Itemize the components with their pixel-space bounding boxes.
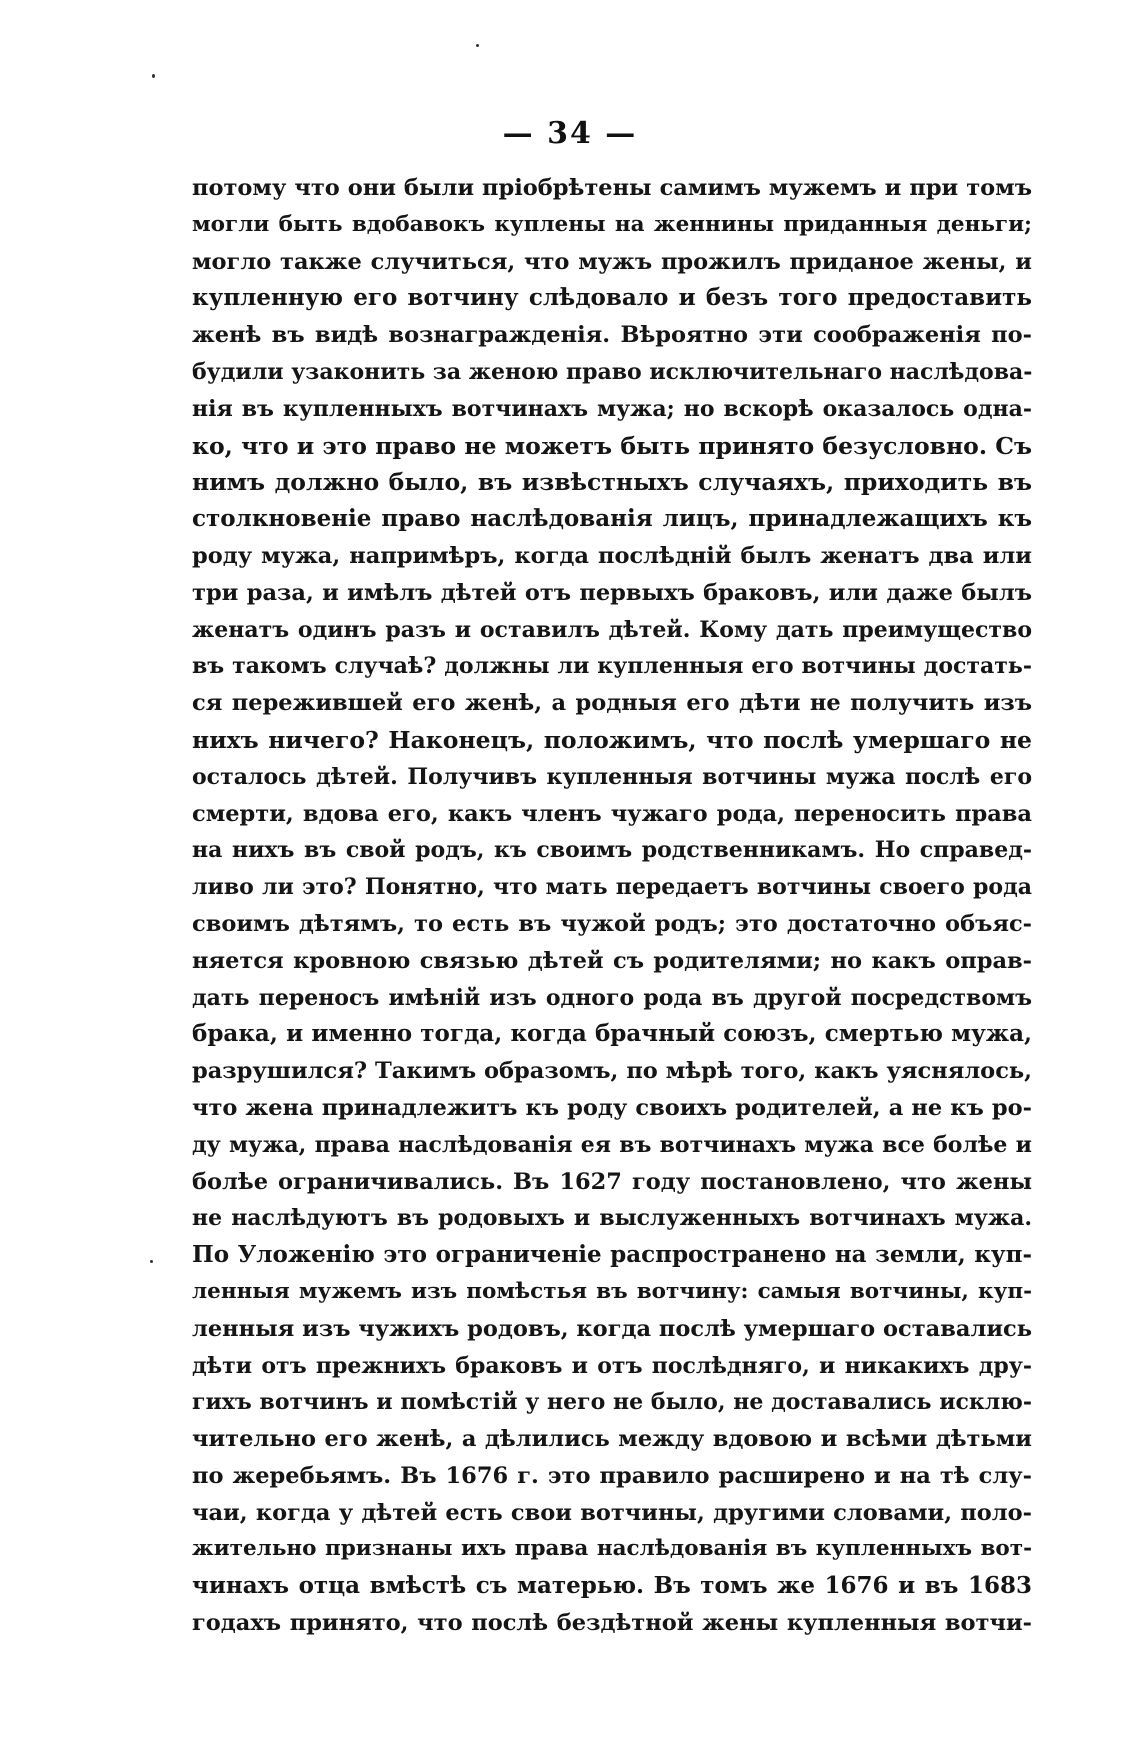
body-text bbox=[192, 170, 1032, 1642]
text-line: не наслѣдуютъ въ родовыхъ и выслуженныхъ вотчинахъ мужа. bbox=[192, 1205, 1032, 1232]
text-line: три раза, и имѣлъ дѣтей отъ первыхъ браковъ, или даже былъ bbox=[192, 579, 1032, 606]
text-line: ленныя мужемъ изъ помѣстья въ вотчину: самыя вотчины, куп- bbox=[192, 1278, 1032, 1304]
ink-speck bbox=[476, 44, 479, 47]
text-line: чаи, когда у дѣтей есть свои вотчины, другими словами, поло- bbox=[192, 1499, 1032, 1526]
text-line: нихъ ничего? Наконецъ, положимъ, что послѣ умершаго не bbox=[192, 725, 1032, 754]
text-line: женатъ одинъ разъ и оставилъ дѣтей. Кому дать преимущество bbox=[192, 616, 1032, 643]
text-line: будили узаконить за женою право исключительнаго наслѣдова- bbox=[192, 358, 1032, 385]
text-line: ду мужа, права наслѣдованія ея въ вотчинахъ мужа все болѣе и bbox=[192, 1131, 1032, 1158]
text-line: купленную его вотчину слѣдовало и безъ того предоставить bbox=[192, 284, 1032, 312]
text-line: чительно его женѣ, а дѣлились между вдовою и всѣми дѣтьми bbox=[192, 1426, 1032, 1453]
text-line: няется кровною связью дѣтей съ родителями; но какъ оправ- bbox=[192, 947, 1032, 974]
text-line: разрушился? Такимъ образомъ, по мѣрѣ того, какъ уяснялось, bbox=[192, 1058, 1032, 1085]
text-line: столкновеніе право наслѣдованія лицъ, принадлежащихъ къ bbox=[192, 505, 1032, 533]
text-line: болѣе ограничивались. Въ 1627 году постановлено, что жены bbox=[192, 1168, 1032, 1195]
text-line: своимъ дѣтямъ, то есть въ чужой родъ; это достаточно объяс- bbox=[192, 910, 1032, 937]
ink-speck bbox=[150, 1260, 153, 1263]
text-line: потому что они были пріобрѣтены самимъ мужемъ и при томъ bbox=[192, 175, 1032, 201]
text-line: брака, и именно тогда, когда брачный союзъ, смертью мужа, bbox=[192, 1020, 1032, 1048]
text-line: дѣти отъ прежнихъ браковъ и отъ послѣдняго, и никакихъ дру- bbox=[192, 1352, 1032, 1379]
text-line: осталось дѣтей. Получивъ купленныя вотчины мужа послѣ его bbox=[192, 763, 1032, 790]
text-line: дать переносъ имѣній изъ одного рода въ другой посредствомъ bbox=[192, 984, 1032, 1011]
text-line: по жеребьямъ. Въ 1676 г. это правило расширено и на тѣ слу- bbox=[192, 1462, 1032, 1489]
text-line: женѣ въ видѣ вознагражденія. Вѣроятно эти соображенія по- bbox=[192, 322, 1032, 349]
text-line: что жена принадлежитъ къ роду своихъ родителей, а не къ ро- bbox=[192, 1094, 1032, 1121]
text-line: на нихъ въ свой родъ, къ своимъ родственникамъ. Но справед- bbox=[192, 837, 1032, 864]
text-line: нимъ должно было, въ извѣстныхъ случаяхъ, приходить въ bbox=[192, 468, 1032, 497]
text-line: ливо ли это? Понятно, что мать передаетъ вотчины своего рода bbox=[192, 874, 1032, 901]
text-line: ся пережившей его женѣ, а родныя его дѣти не получить изъ bbox=[192, 690, 1032, 717]
text-line: чинахъ отца вмѣстѣ съ матерью. Въ томъ же 1676 и въ 1683 bbox=[192, 1572, 1032, 1600]
text-line: годахъ принято, что послѣ бездѣтной жены купленныя вотчи- bbox=[192, 1610, 1032, 1637]
text-line: нія въ купленныхъ вотчинахъ мужа; но вскорѣ оказалось одна- bbox=[192, 395, 1032, 422]
text-line: жительно признаны ихъ права наслѣдованія въ купленныхъ вот- bbox=[192, 1536, 1032, 1562]
text-line: могло также случиться, что мужъ прожилъ приданое жены, и bbox=[192, 248, 1032, 275]
text-line: роду мужа, напримѣръ, когда послѣдній былъ женатъ два или bbox=[192, 542, 1032, 569]
text-line: смерти, вдова его, какъ членъ чужаго рода, переносить права bbox=[192, 800, 1032, 827]
ink-speck bbox=[152, 74, 155, 78]
text-line: гихъ вотчинъ и помѣстій у него не было, не доставались исклю- bbox=[192, 1389, 1032, 1416]
page-number: — 34 — bbox=[502, 116, 638, 151]
text-line: По Уложенію это ограниченіе распространено на земли, куп- bbox=[192, 1241, 1032, 1269]
text-line: въ такомъ случаѣ? должны ли купленныя его вотчины достать- bbox=[192, 653, 1032, 680]
text-line: ко, что и это право не можетъ быть принято безусловно. Съ bbox=[192, 431, 1032, 460]
text-line: могли быть вдобавокъ куплены на женнины приданныя деньги; bbox=[192, 211, 1032, 237]
text-line: ленныя изъ чужихъ родовъ, когда послѣ умершаго оставались bbox=[192, 1315, 1032, 1342]
